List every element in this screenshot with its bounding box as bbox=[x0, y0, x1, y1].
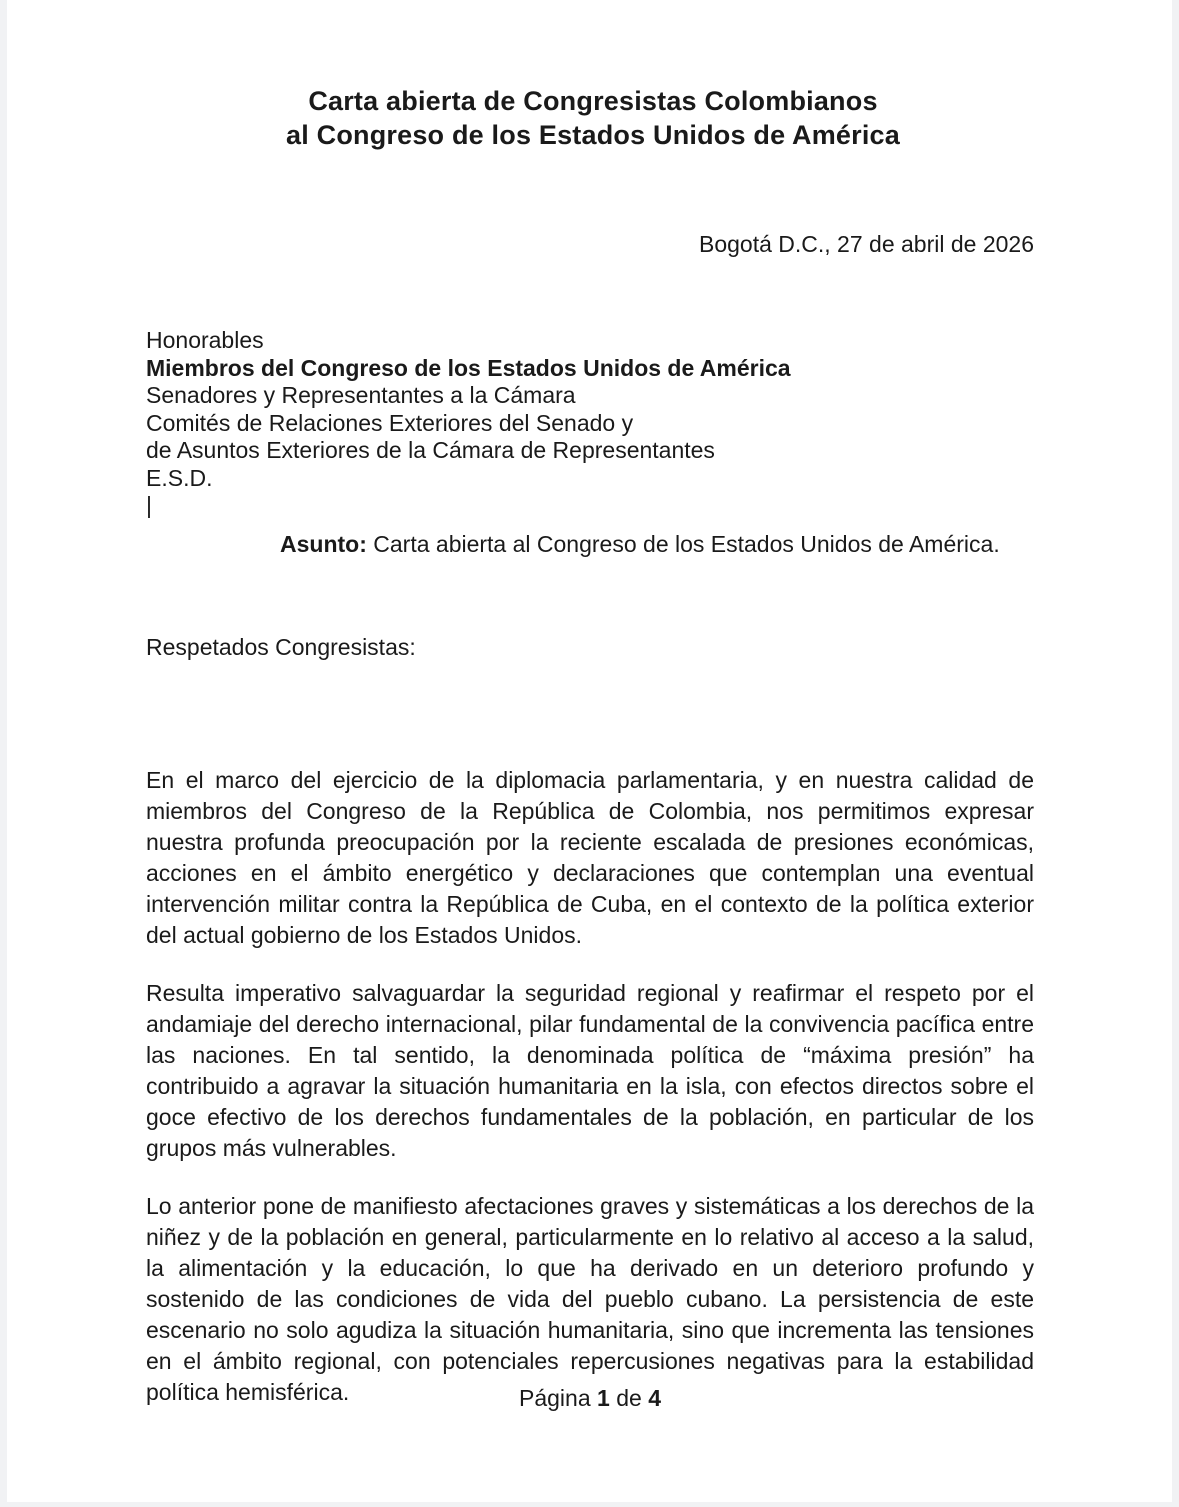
footer-total-pages: 4 bbox=[648, 1385, 661, 1411]
recipient-line-senadores: Senadores y Representantes a la Cámara bbox=[146, 382, 576, 408]
footer-current-page: 1 bbox=[597, 1385, 610, 1411]
recipient-line-miembros: Miembros del Congreso de los Estados Unidos de América bbox=[146, 354, 791, 381]
letter-page[interactable] bbox=[7, 0, 1172, 1502]
date-place-line: Bogotá D.C., 27 de abril de 2026 bbox=[698, 231, 1034, 257]
recipient-line-honorables: Honorables bbox=[146, 327, 264, 353]
page-footer bbox=[146, 1385, 1034, 1412]
recipient-line-comites: Comités de Relaciones Exteriores del Senado y bbox=[146, 409, 634, 436]
body-paragraph-3: Lo anterior pone de manifiesto afectaciones graves y sistemáticas a los derechos de la niñez y de la población en general, particularmente en lo relativo al acceso a la salud, la alimentación y la educación, lo que ha derivado en un deterioro profundo y sostenido de las condiciones de vida del pueblo cubano. La persistencia de este escenario no solo agudiza la situación humanitaria, sino que incrementa las tensiones en el ámbito regional, con potenciales repercusiones negativas para la estabilidad política hemisférica. bbox=[146, 1193, 1034, 1405]
body-paragraph-1: En el marco del ejercicio de la diplomacia parlamentaria, y en nuestra calidad de miembros del Congreso de la República de Colombia, nos permitimos expresar nuestra profunda preocupación por la reciente escalada de presiones económicas, acciones en el ámbito energético y declaraciones que contemplan una eventual intervención militar contra la República de Cuba, en el contexto de la política exterior del actual gobierno de los Estados Unidos. bbox=[146, 767, 1034, 948]
salutation: Respetados Congresistas: bbox=[146, 634, 416, 660]
recipient-block bbox=[146, 327, 1034, 520]
subject-line bbox=[280, 531, 1040, 558]
subject-text: Carta abierta al Congreso de los Estados Unidos de América. bbox=[366, 531, 1000, 557]
text-cursor: | bbox=[146, 492, 152, 518]
letter-title bbox=[146, 84, 1040, 152]
footer-word-pagina: Página bbox=[519, 1385, 591, 1411]
footer-word-de: de bbox=[616, 1385, 642, 1411]
body-paragraph-2: Resulta imperativo salvaguardar la seguridad regional y reafirmar el respeto por el andamiaje del derecho internacional, pilar fundamental de la convivencia pacífica entre las naciones. En tal sentido, la denominada política de “máxima presión” ha contribuido a agravar la situación humanitaria en la isla, con efectos directos sobre el goce efectivo de los derechos fundamentales de la población, en particular de los grupos más vulnerables. bbox=[146, 980, 1034, 1161]
recipient-line-asuntos-exteriores: de Asuntos Exteriores de la Cámara de Representantes bbox=[146, 437, 715, 463]
letter-title-line-2: al Congreso de los Estados Unidos de América bbox=[286, 120, 900, 150]
recipient-line-esd: E.S.D. bbox=[146, 464, 213, 491]
subject-label: Asunto: bbox=[280, 531, 367, 557]
letter-title-line-1: Carta abierta de Congresistas Colombianos bbox=[308, 86, 878, 116]
